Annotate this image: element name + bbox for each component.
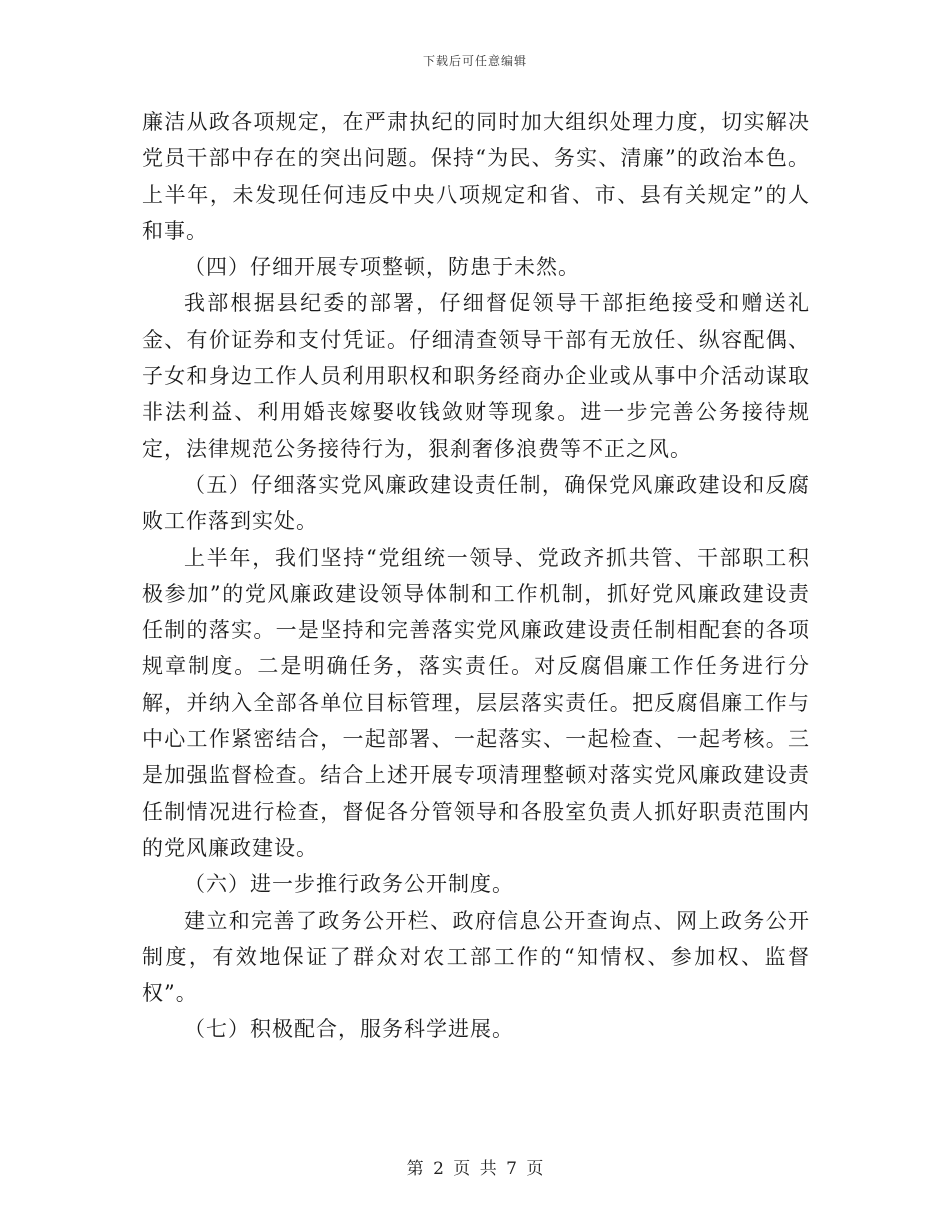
page-header: 下载后可任意编辑 [422,54,527,68]
paragraph-7: 建立和完善了政务公开栏、政府信息公开查询点、网上政务公开制度，有效地保证了群众对农工部工作的“知情权、参加权、监督权”。 [142,908,810,1006]
section-heading-4: （四）仔细开展专项整顿，防患于未然。 [184,255,580,280]
section-heading-7: （七）积极配合，服务科学进展。 [184,1017,514,1042]
page-footer: 第 2 页 共 7 页 [406,1159,544,1179]
section-heading-5: （五）仔细落实党风廉政建设责任制，确保党风廉政建设和反腐败工作落到实处。 [142,472,810,534]
document-body [142,104,810,1048]
paragraph-5: 上半年，我们坚持“党组统一领导、党政齐抓共管、干部职工积极参加”的党风廉政建设领导体制和工作机制，抓好党风廉政建设责任制的落实。一是坚持和完善落实党风廉政建设责任制相配套的各项规章制度。二是明确任务，落实责任。对反腐倡廉工作任务进行分解，并纳入全部各单位目标管理，层层落实责任。把反腐倡廉工作与中心工作紧密结合，一起部署、一起落实、一起检查、一起考核。三是加强监督检查。结合上述开展专项清理整顿对落实党风廉政建设责任制情况进行检查，督促各分管领导和各股室负责人抓好职责范围内的党风廉政建设。 [142,545,810,860]
paragraph-3: 我部根据县纪委的部署，仔细督促领导干部拒绝接受和赠送礼金、有价证券和支付凭证。仔细清查领导干部有无放任、纵容配偶、子女和身边工作人员利用职权和职务经商办企业或从事中介活动谋取非法利益、利用婚丧嫁娶收钱敛财等现象。进一步完善公务接待规定，法律规范公务接待行为，狠刹奢侈浪费等不正之风。 [142,291,810,461]
paragraph-1: 廉洁从政各项规定，在严肃执纪的同时加大组织处理力度，切实解决党员干部中存在的突出问题。保持“为民、务实、清廉”的政治本色。上半年，未发现任何违反中央八项规定和省、市、县有关规定”的人和事。 [142,110,810,243]
section-heading-6: （六）进一步推行政务公开制度。 [184,872,514,897]
